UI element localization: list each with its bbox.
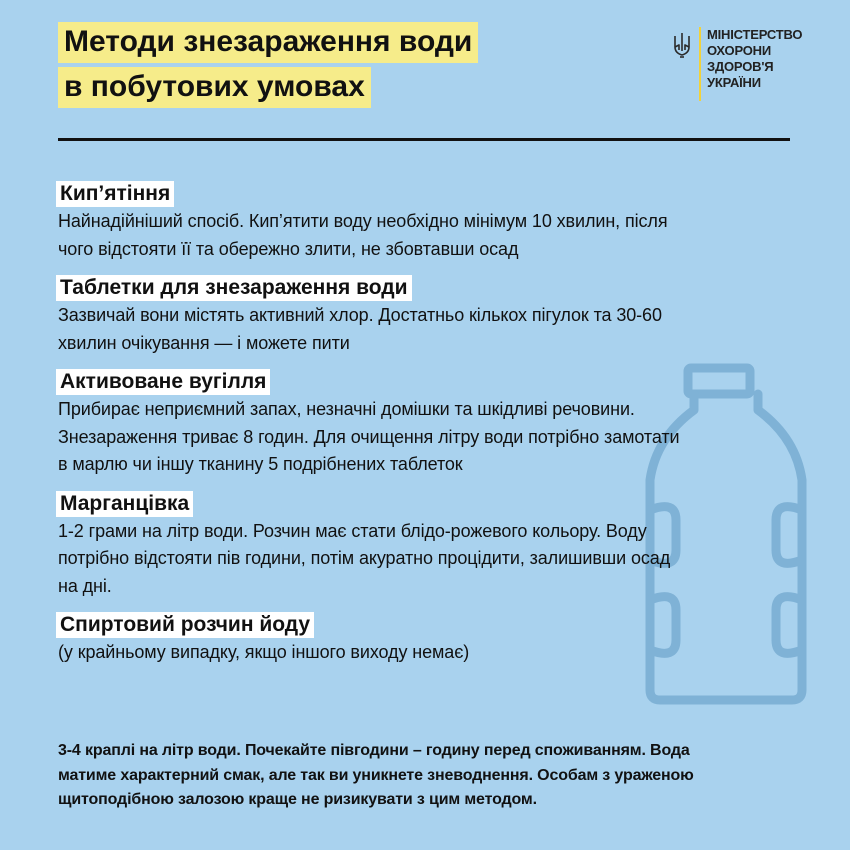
method-iodine (58, 612, 798, 667)
ministry-logo (672, 27, 802, 101)
header-divider (58, 138, 790, 141)
ministry-line-3: ЗДОРОВ'Я (707, 59, 774, 74)
method-heading: Спиртовий розчин йоду (56, 612, 314, 638)
method-description: (у крайньому випадку, якщо іншого виходу немає) (58, 642, 470, 662)
method-description: 1-2 грами на літр води. Розчин має стати блідо-рожевого кольору. Воду потрібно відстояти пів години, потім акуратно процідити, залишивши осад на дні. (58, 520, 671, 596)
ministry-line-1: МІНІСТЕРСТВО (707, 27, 803, 42)
method-tablets (58, 275, 798, 357)
ministry-line-2: ОХОРОНИ (707, 43, 772, 58)
title-line-2: в побутових умовах (58, 67, 371, 108)
method-heading: Таблетки для знезараження води (56, 275, 412, 301)
method-description: Зазвичай вони містять активний хлор. Достатньо кількох пігулок та 30-60 хвилин очікування — і можете пити (58, 305, 662, 353)
method-heading: Марганцівка (56, 491, 193, 517)
ministry-name (707, 27, 802, 91)
method-permanganate (58, 491, 798, 601)
method-heading: Кип’ятіння (56, 181, 174, 207)
method-description: Прибирає неприємний запах, незначні домішки та шкідливі речовини. Знезараження триває 8 годин. Для очищення літру води потрібно замотати в марлю чи іншу тканину 5 подрібнених таблеток (58, 399, 680, 474)
ministry-accent-bar (699, 27, 701, 101)
iodine-instructions: 3-4 краплі на літр води. Почекайте півгодини – годину перед споживанням. Вода матиме характерний смак, але так ви уникнете зневоднення. Особам з ураженою щитоподібною залозою краще не ризикувати з цим методом. (58, 742, 694, 808)
page-title (58, 22, 478, 108)
ministry-line-4: УКРАЇНИ (707, 75, 761, 90)
method-description: Найнадійніший спосіб. Кип’ятити воду необхідно мінімум 10 хвилин, після чого відстояти її та обережно злити, не збовтавши осад (58, 211, 668, 259)
method-boiling (58, 181, 798, 263)
trident-icon (672, 31, 692, 59)
method-activated-charcoal (58, 369, 798, 479)
title-line-1: Методи знезараження води (58, 22, 478, 63)
methods-list (58, 181, 798, 667)
method-heading: Активоване вугілля (56, 369, 270, 395)
